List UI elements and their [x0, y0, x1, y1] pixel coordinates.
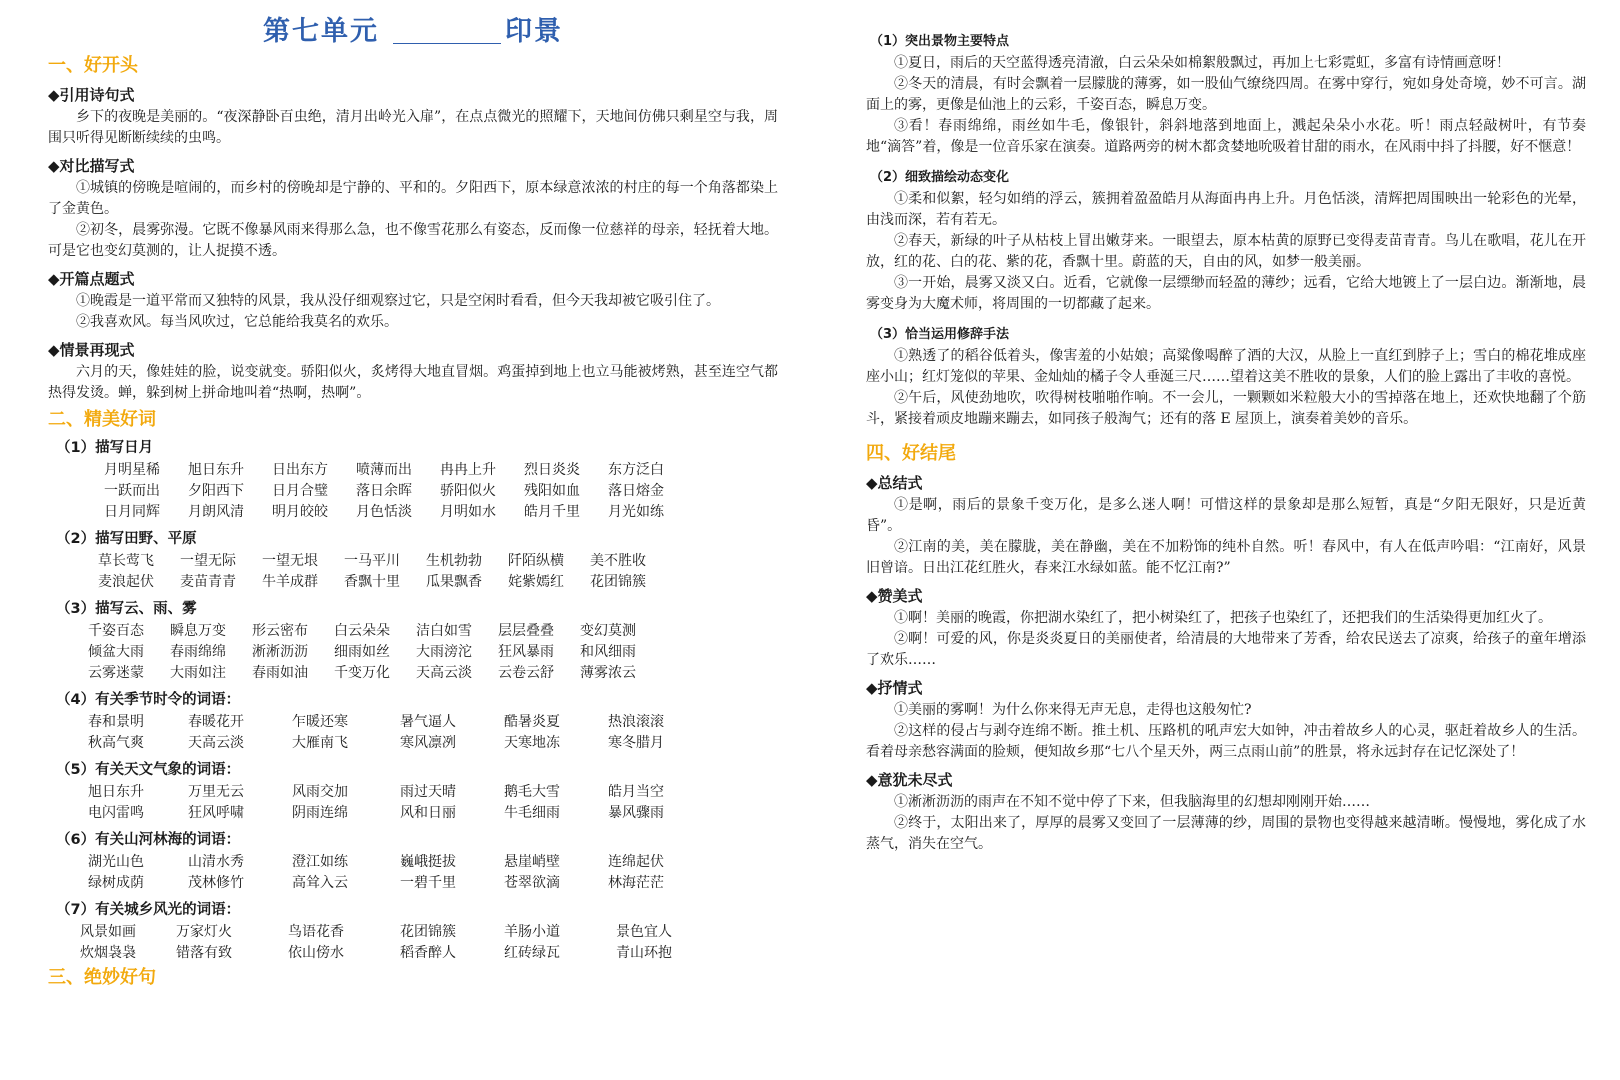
word-item: 和风细雨 — [580, 644, 636, 660]
word-item: 残阳如血 — [524, 483, 580, 499]
word-item: 大雨如注 — [170, 665, 226, 681]
paragraph: ①啊！美丽的晚霞，你把湖水染红了，把小树染红了，把孩子也染红了，还把我们的生活染得更加红火了。 — [894, 610, 1552, 626]
paragraph: ②午后，风使劲地吹，吹得树枝啪啪作响。不一会儿，一颗颗如米粒般大小的雪掉落在地上，还欢快地翻了个筋斗，紧接着顽皮地蹦来蹦去，如同孩子般淘气；还有的落 E 屋顶上，演奏着美妙的音乐。 — [866, 390, 1586, 427]
word-item: 生机勃勃 — [426, 553, 482, 569]
word-item: 炊烟袅袅 — [80, 945, 136, 961]
word-item: 风雨交加 — [292, 784, 348, 800]
word-item: 花团锦簇 — [590, 574, 646, 590]
subheading: （1）突出景物主要特点 — [870, 34, 1010, 49]
word-grid — [88, 712, 778, 754]
subheading: ◆对比描写式 — [48, 157, 135, 175]
word-item: 细雨如丝 — [334, 644, 390, 660]
title-unit: 第七单元 — [263, 16, 379, 47]
word-item: 日月合璧 — [272, 483, 328, 499]
word-item: 月明星稀 — [104, 462, 160, 478]
word-item: 一望无际 — [180, 553, 236, 569]
word-item: 茂林修竹 — [188, 875, 244, 891]
word-item: 冉冉上升 — [440, 462, 496, 478]
paragraph: ②我喜欢风。每当风吹过，它总能给我莫名的欢乐。 — [76, 314, 398, 330]
word-item: 万家灯火 — [176, 924, 232, 940]
paragraph: ②这样的侵占与剥夺连绵不断。推土机、压路机的吼声宏大如钟，冲击着故乡人的心灵，驱赶着故乡人的生活。看着母亲愁容满面的脸颊，便知故乡那“七八个星天外，两三点雨山前”的胜景，将永远封存在记忆深处了！ — [866, 723, 1586, 760]
word-item: 白云朵朵 — [334, 623, 390, 639]
word-item: 苍翠欲滴 — [504, 875, 560, 891]
word-item: 美不胜收 — [590, 553, 646, 569]
word-item: 日月同辉 — [104, 504, 160, 520]
word-item: 春暖花开 — [188, 714, 244, 730]
word-item: 薄雾浓云 — [580, 665, 636, 681]
word-item: 月朗风清 — [188, 504, 244, 520]
word-item: 烈日炎炎 — [524, 462, 580, 478]
word-item: 月明如水 — [440, 504, 496, 520]
word-item: 一马平川 — [344, 553, 400, 569]
word-item: 秋高气爽 — [88, 735, 144, 751]
word-item: 瞬息万变 — [170, 623, 226, 639]
title-blank — [393, 17, 501, 44]
category-heading: （2）描写田野、平原 — [56, 531, 197, 547]
word-item: 皓月当空 — [608, 784, 664, 800]
word-item: 变幻莫测 — [580, 623, 636, 639]
section-heading-endings: 四、好结尾 — [866, 443, 956, 464]
word-item: 雨过天晴 — [400, 784, 456, 800]
paragraph: ①柔和似絮，轻匀如绡的浮云，簇拥着盈盈皓月从海面冉冉上升。月色恬淡，清辉把周围映出一轮彩色的光晕，由浅而深，若有若无。 — [866, 191, 1586, 228]
paragraph: ②啊！可爱的风，你是炎炎夏日的美丽使者，给清晨的大地带来了芳香，给农民送去了凉爽，给孩子的童年增添了欢乐…… — [866, 631, 1586, 668]
left-column — [48, 0, 778, 996]
paragraph: 乡下的夜晚是美丽的。“夜深静卧百虫绝，清月出岭光入扉”，在点点微光的照耀下，天地间仿佛只剩星空与我，周围只听得见断断续续的虫鸣。 — [48, 109, 778, 146]
paragraph: ①夏日，雨后的天空蓝得透亮清澈，白云朵朵如棉絮般飘过，再加上七彩霓虹，多富有诗情画意呀！ — [894, 55, 1510, 71]
subheading: （3）恰当运用修辞手法 — [870, 327, 1010, 342]
paragraph: ③看！春雨绵绵，雨丝如牛毛，像银针，斜斜地落到地面上，溅起朵朵小水花。听！雨点轻敲树叶，有节奏地“滴答”着，像是一位音乐家在演奏。道路两旁的树木都贪婪地吮吸着甘甜的雨水，在风雨中抖了抖腰，好不惬意！ — [866, 118, 1586, 155]
word-item: 鹅毛大雪 — [504, 784, 560, 800]
word-item: 春雨绵绵 — [170, 644, 226, 660]
word-item: 花团锦簇 — [400, 924, 456, 940]
paragraph: ①美丽的雾啊！为什么你来得无声无息，走得也这般匆忙? — [894, 702, 1252, 718]
paragraph: ①是啊，雨后的景象千变万化，是多么迷人啊！可惜这样的景象却是那么短暂，真是“夕阳无限好，只是近黄昏”。 — [866, 497, 1586, 534]
paragraph: ②初冬，晨雾弥漫。它既不像暴风雨来得那么急，也不像雪花那么有姿态，反而像一位慈祥的母亲，轻抚着大地。可是它也变幻莫测的，让人捉摸不透。 — [48, 222, 778, 259]
category-heading: （3）描写云、雨、雾 — [56, 601, 197, 617]
word-item: 草长莺飞 — [98, 553, 154, 569]
word-item: 澄江如练 — [292, 854, 348, 870]
word-item: 云雾迷蒙 — [88, 665, 144, 681]
word-item: 大雨滂沱 — [416, 644, 472, 660]
paragraph: ①城镇的傍晚是喧闹的，而乡村的傍晚却是宁静的、平和的。夕阳西下，原本绿意浓浓的村庄的每一个角落都染上了金黄色。 — [48, 180, 778, 217]
word-item: 倾盆大雨 — [88, 644, 144, 660]
word-item: 天高云淡 — [188, 735, 244, 751]
subheading: ◆开篇点题式 — [48, 270, 135, 288]
word-item: 一碧千里 — [400, 875, 456, 891]
word-item: 牛羊成群 — [262, 574, 318, 590]
word-item: 狂风暴雨 — [498, 644, 554, 660]
category-heading: （7）有关城乡风光的词语： — [56, 902, 241, 918]
word-item: 千姿百态 — [88, 623, 144, 639]
word-item: 狂风呼啸 — [188, 805, 244, 821]
word-item: 皓月千里 — [524, 504, 580, 520]
word-item: 香飘十里 — [344, 574, 400, 590]
word-item: 一跃而出 — [104, 483, 160, 499]
paragraph: ②终于，太阳出来了，厚厚的晨雾又变回了一层薄薄的纱，周围的景物也变得越来越清晰。慢慢地，雾化成了水蒸气，消失在空气。 — [866, 815, 1586, 852]
word-grid — [88, 782, 778, 824]
word-grid — [88, 621, 778, 684]
word-item: 红砖绿瓦 — [504, 945, 560, 961]
word-item: 风景如画 — [80, 924, 136, 940]
word-item: 春和景明 — [88, 714, 144, 730]
word-item: 酷暑炎夏 — [504, 714, 560, 730]
word-item: 悬崖峭壁 — [504, 854, 560, 870]
word-item: 山清水秀 — [188, 854, 244, 870]
word-item: 大雁南飞 — [292, 735, 348, 751]
right-column — [866, 26, 1586, 855]
word-item: 云卷云舒 — [498, 665, 554, 681]
word-item: 羊肠小道 — [504, 924, 560, 940]
word-item: 淅淅沥沥 — [252, 644, 308, 660]
word-item: 牛毛细雨 — [504, 805, 560, 821]
paragraph: ①淅淅沥沥的雨声在不知不觉中停了下来，但我脑海里的幻想却刚刚开始…… — [894, 794, 1370, 810]
subheading: ◆意犹未尽式 — [866, 771, 953, 789]
word-item: 月光如练 — [608, 504, 664, 520]
word-item: 旭日东升 — [188, 462, 244, 478]
subheading: ◆抒情式 — [866, 679, 923, 697]
word-item: 鸟语花香 — [288, 924, 344, 940]
word-item: 天寒地冻 — [504, 735, 560, 751]
word-item: 喷薄而出 — [356, 462, 412, 478]
page-title — [48, 14, 778, 50]
word-item: 姹紫嫣红 — [508, 574, 564, 590]
word-item: 连绵起伏 — [608, 854, 664, 870]
word-item: 夕阳西下 — [188, 483, 244, 499]
word-grid — [88, 852, 778, 894]
section-heading-words: 二、精美好词 — [48, 409, 156, 430]
word-grid — [98, 551, 778, 593]
paragraph: ①熟透了的稻谷低着头，像害羞的小姑娘；高粱像喝醉了酒的大汉，从脸上一直红到脖子上；雪白的棉花堆成座座小山；红灯笼似的苹果、金灿灿的橘子令人垂涎三尺……望着这美不胜收的景象，人们的脸上露出了丰收的喜悦。 — [866, 348, 1586, 385]
word-item: 乍暖还寒 — [292, 714, 348, 730]
word-item: 东方泛白 — [608, 462, 664, 478]
word-item: 热浪滚滚 — [608, 714, 664, 730]
category-heading: （5）有关天文气象的词语： — [56, 762, 241, 778]
subheading: （2）细致描绘动态变化 — [870, 170, 1010, 185]
word-item: 层层叠叠 — [498, 623, 554, 639]
paragraph: ①晚霞是一道平常而又独特的风景，我从没仔细观察过它，只是空闲时看看，但今天我却被它吸引住了。 — [76, 293, 720, 309]
paragraph: ②春天，新绿的叶子从枯枝上冒出嫩芽来。一眼望去，原本枯黄的原野已变得麦苗青青。鸟儿在歌唱，花儿在开放，红的花、白的花、紫的花，香飘十里。蔚蓝的天，自由的风，如梦一般美丽。 — [866, 233, 1586, 270]
word-item: 落日熔金 — [608, 483, 664, 499]
word-item: 景色宜人 — [616, 924, 672, 940]
word-item: 寒冬腊月 — [608, 735, 664, 751]
word-item: 暑气逼人 — [400, 714, 456, 730]
word-item: 绿树成荫 — [88, 875, 144, 891]
word-item: 寒风凛冽 — [400, 735, 456, 751]
word-item: 风和日丽 — [400, 805, 456, 821]
word-item: 麦苗青青 — [180, 574, 236, 590]
subheading: ◆引用诗句式 — [48, 86, 135, 104]
word-item: 洁白如雪 — [416, 623, 472, 639]
word-item: 落日余晖 — [356, 483, 412, 499]
word-item: 天高云淡 — [416, 665, 472, 681]
word-item: 千变万化 — [334, 665, 390, 681]
word-grid — [80, 922, 778, 964]
subheading: ◆情景再现式 — [48, 341, 135, 359]
word-item: 巍峨挺拔 — [400, 854, 456, 870]
subheading: ◆总结式 — [866, 474, 923, 492]
paragraph: ②冬天的清晨，有时会飘着一层朦胧的薄雾，如一股仙气缭绕四周。在雾中穿行，宛如身处奇境，妙不可言。湖面上的雾，更像是仙池上的云彩，千姿百态，瞬息万变。 — [866, 76, 1586, 113]
paragraph: ③一开始，晨雾又淡又白。近看，它就像一层缥缈而轻盈的薄纱；远看，它给大地镀上了一层白边。渐渐地，晨雾变身为大魔术师，将周围的一切都藏了起来。 — [866, 275, 1586, 312]
word-item: 明月皎皎 — [272, 504, 328, 520]
category-heading: （4）有关季节时令的词语： — [56, 692, 241, 708]
section-heading-sentences: 三、绝妙好句 — [48, 967, 156, 988]
word-item: 青山环抱 — [616, 945, 672, 961]
word-item: 月色恬淡 — [356, 504, 412, 520]
category-heading: （1）描写日月 — [56, 440, 154, 456]
word-item: 麦浪起伏 — [98, 574, 154, 590]
paragraph: 六月的天，像娃娃的脸，说变就变。骄阳似火，炙烤得大地直冒烟。鸡蛋掉到地上也立马能被烤熟，甚至连空气都热得发烫。蝉，躲到树上拼命地叫着“热啊，热啊”。 — [48, 364, 778, 401]
section-heading-openings: 一、好开头 — [48, 55, 138, 76]
word-item: 春雨如油 — [252, 665, 308, 681]
word-item: 依山傍水 — [288, 945, 344, 961]
word-item: 高耸入云 — [292, 875, 348, 891]
word-item: 旭日东升 — [88, 784, 144, 800]
word-item: 日出东方 — [272, 462, 328, 478]
word-item: 湖光山色 — [88, 854, 144, 870]
word-item: 一望无垠 — [262, 553, 318, 569]
word-item: 骄阳似火 — [440, 483, 496, 499]
word-item: 电闪雷鸣 — [88, 805, 144, 821]
subheading: ◆赞美式 — [866, 587, 923, 605]
paragraph: ②江南的美，美在朦胧，美在静幽，美在不加粉饰的纯朴自然。听！春风中，有人在低声吟唱：“江南好，风景旧曾谙。日出江花红胜火，春来江水绿如蓝。能不忆江南?” — [866, 539, 1586, 576]
category-heading: （6）有关山河林海的词语： — [56, 832, 241, 848]
word-item: 错落有致 — [176, 945, 232, 961]
word-grid — [104, 460, 778, 523]
word-item: 阴雨连绵 — [292, 805, 348, 821]
word-item: 林海茫茫 — [608, 875, 664, 891]
word-item: 瓜果飘香 — [426, 574, 482, 590]
word-item: 形云密布 — [252, 623, 308, 639]
title-topic: 印景 — [505, 16, 563, 47]
word-item: 阡陌纵横 — [508, 553, 564, 569]
word-item: 万里无云 — [188, 784, 244, 800]
word-item: 稻香醉人 — [400, 945, 456, 961]
word-item: 暴风骤雨 — [608, 805, 664, 821]
